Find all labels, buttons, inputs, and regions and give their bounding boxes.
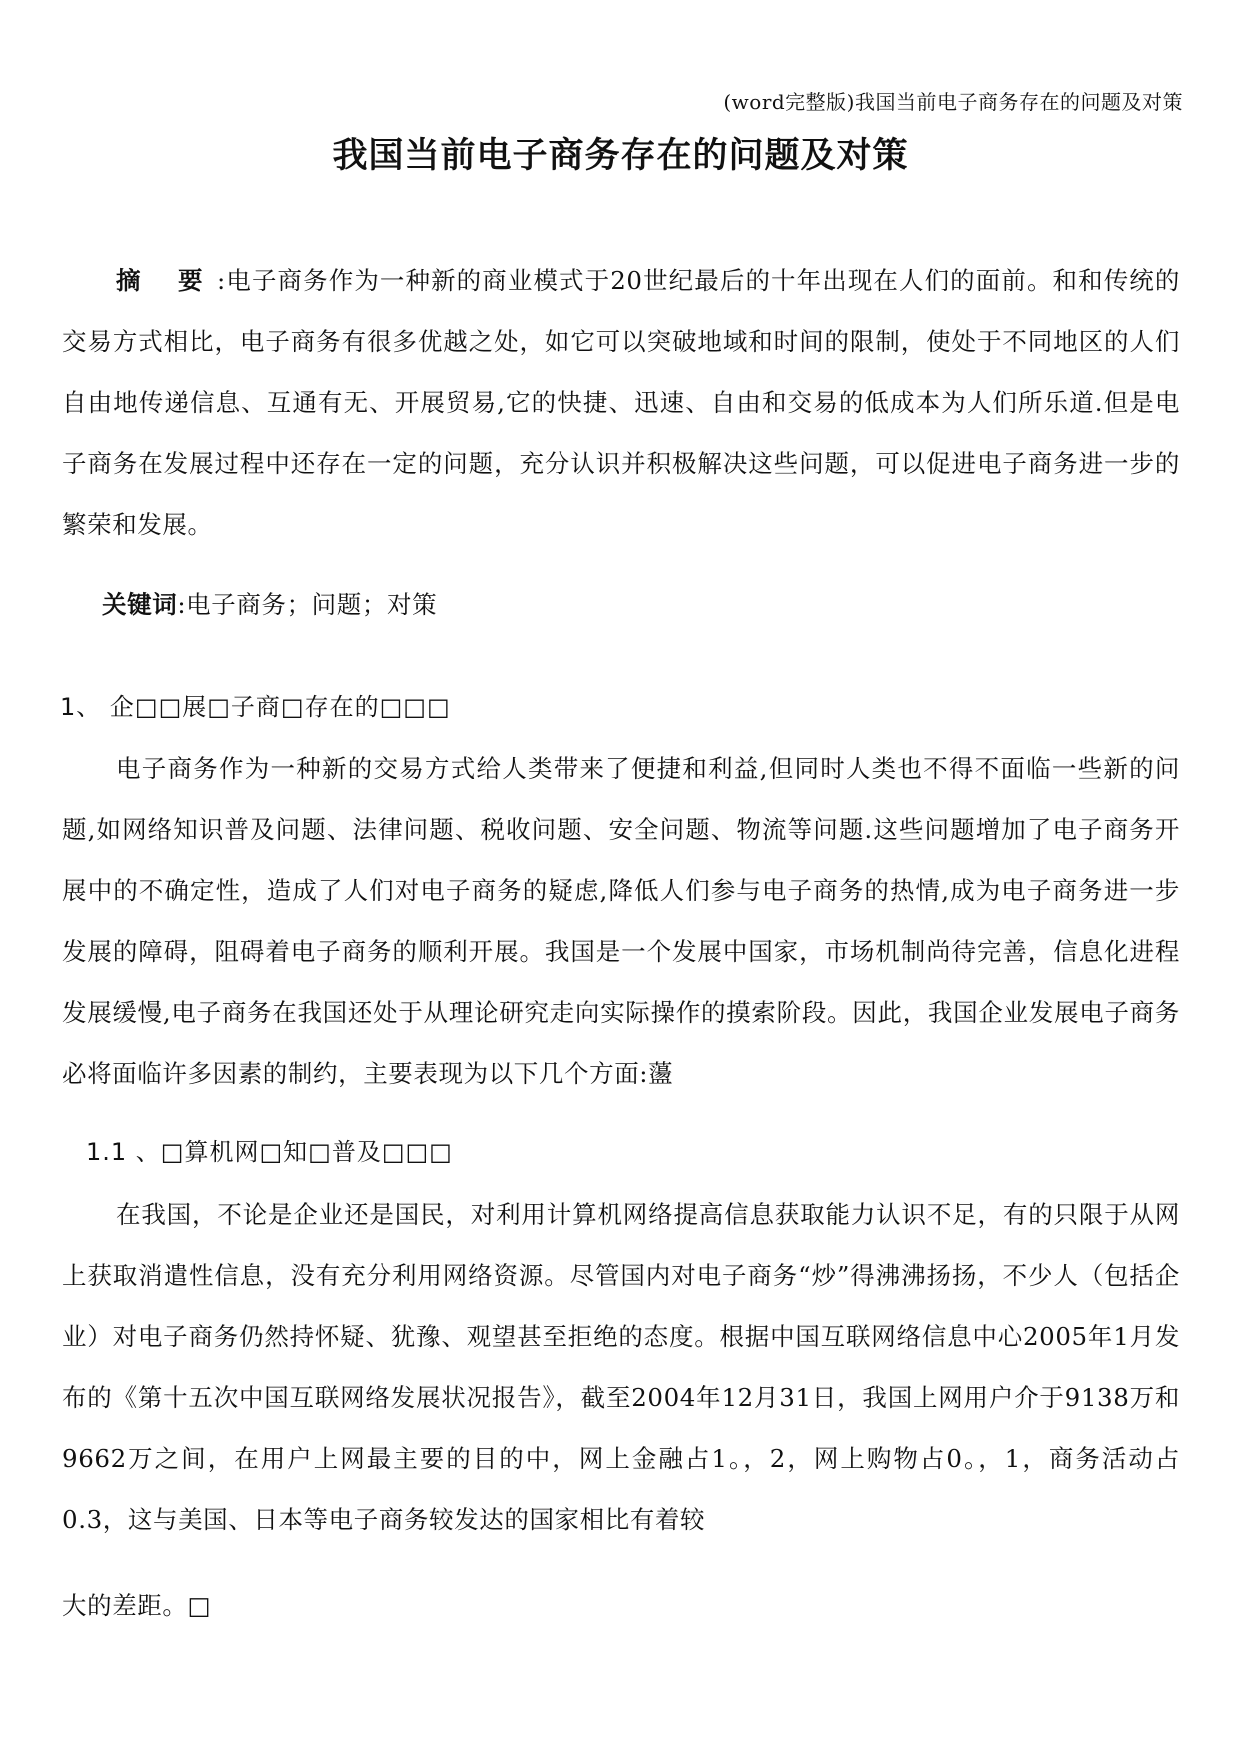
document-title: 我国当前电子商务存在的问题及对策 (332, 136, 909, 176)
section-1-heading: 1、 企□□展□子商□存在的□□□ (60, 693, 451, 721)
abstract-colon: : (217, 266, 226, 295)
running-header: (word完整版)我国当前电子商务存在的问题及对策 (723, 90, 1183, 114)
abstract-label: 摘 要 (116, 266, 218, 295)
section-1-paragraph: 电子商务作为一种新的交易方式给人类带来了便捷和利益,但同时人类也不得不面临一些新的问题,如网络知识普及问题、法律问题、税收问题、安全问题、物流等问题.这些问题增加了电子商务开展中的不确定性，造成了人们对电子商务的疑虑,降低人们参与电子商务的热情,成为电子商务进一步发展的障碍，阻碍着电子商务的顺利开展。我国是一个发展中国家，市场机制尚待完善，信息化进程发展缓慢,电子商务在我国还处于从理论研究走向实际操作的摸索阶段。因此，我国企业发展电子商务必将面临许多因素的制约，主要表现为以下几个方面:蘯 (62, 754, 1180, 1088)
section-1-1-heading: 1.1 、□算机网□知□普及□□□ (86, 1138, 453, 1166)
section-1-1-paragraph: 在我国，不论是企业还是国民，对利用计算机网络提高信息获取能力认识不足，有的只限于从网上获取消遣性信息，没有充分利用网络资源。尽管国内对电子商务“炒”得沸沸扬扬，不少人（包括企业）对电子商务仍然持怀疑、犹豫、观望甚至拒绝的态度。根据中国互联网络信息中心2005年1月发布的《第十五次中国互联网络发展状况报告》，截至2004年12月31日，我国上网用户介于9138万和9662万之间，在用户上网最主要的目的中，网上金融占1。，2，网上购物占0。，1，商务活动占0.3，这与美国、日本等电子商务较发达的国家相比有着较 (62, 1200, 1180, 1534)
keywords-text: 电子商务；问题；对策 (186, 590, 438, 619)
keywords-label: 关键词 (102, 590, 178, 619)
section-1-1-tail: 大的差距。□ (62, 1591, 212, 1620)
abstract-text: 电子商务作为一种新的商业模式于20世纪最后的十年出现在人们的面前。和和传统的交易方式相比，电子商务有很多优越之处，如它可以突破地域和时间的限制，使处于不同地区的人们自由地传递信息、互通有无、开展贸易,它的快捷、迅速、自由和交易的低成本为人们所乐道.但是电子商务在发展过程中还存在一定的问题，充分认识并积极解决这些问题，可以促进电子商务进一步的繁荣和发展。 (62, 266, 1180, 539)
abstract-paragraph (62, 250, 1180, 555)
keywords-line (102, 586, 437, 621)
keywords-colon: : (177, 590, 187, 619)
